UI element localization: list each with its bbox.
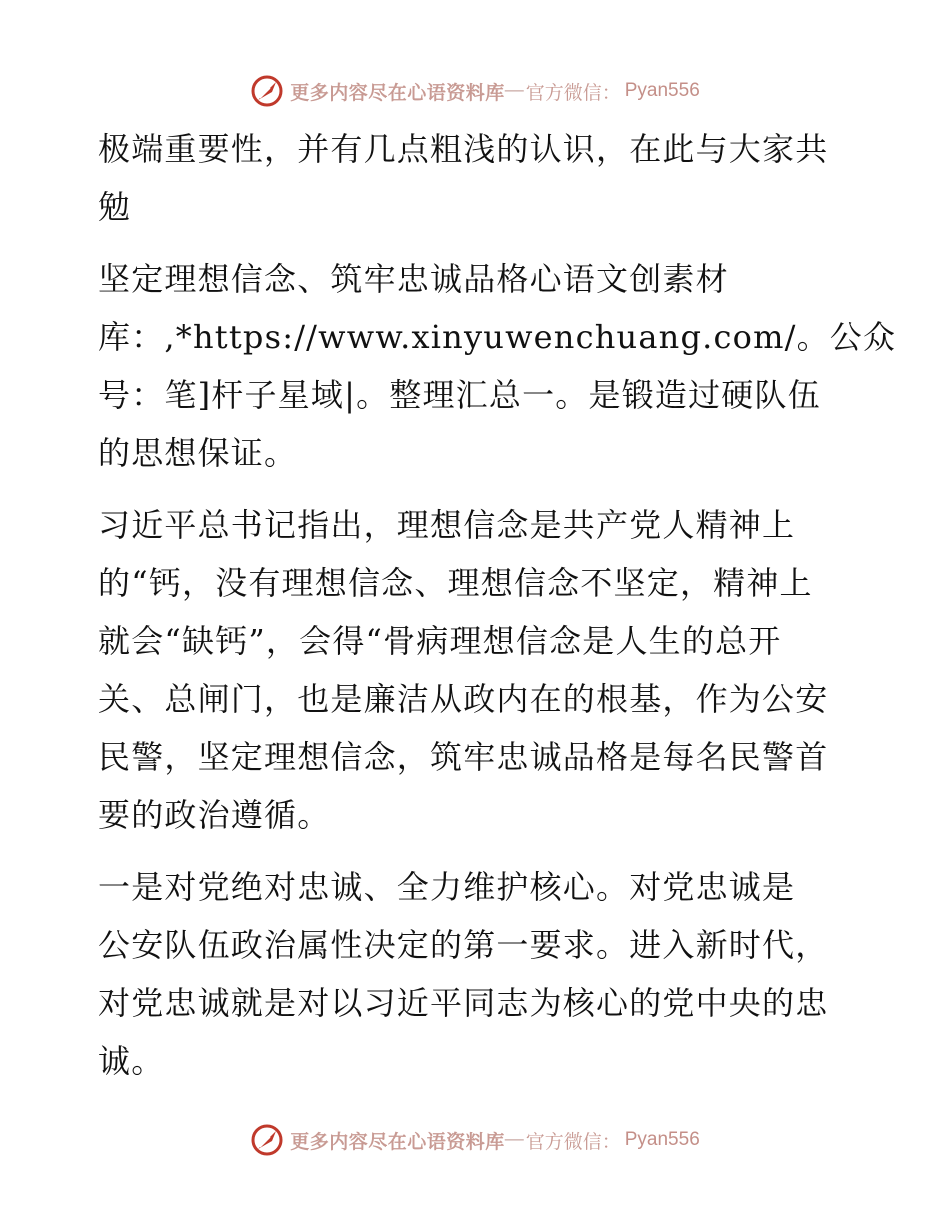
text-line: 的思想保证。 <box>98 434 298 472</box>
text-line: 勉 <box>98 188 132 226</box>
text-line: 对党忠诚就是对以习近平同志为核心的党中央的忠 <box>98 984 829 1022</box>
text-line: 关、总闸门，也是廉洁从政内在的根基，作为公安 <box>98 680 829 718</box>
text-line: 习近平总书记指出，理想信念是共产党人精神上 <box>98 506 796 544</box>
banner-wechat-id: Pyan556 <box>624 1129 700 1150</box>
paragraph-2 <box>98 250 897 482</box>
banner-wechat-label: 官方微信： <box>525 1130 621 1153</box>
banner-wechat-id: Pyan556 <box>624 80 700 101</box>
banner-main-text: 更多内容尽在心语资料库 <box>290 1130 505 1153</box>
banner-wechat-label: 官方微信： <box>525 81 621 104</box>
text-line: 极端重要性，并有几点粗浅的认识，在此与大家共 <box>98 130 829 168</box>
paragraph-3 <box>98 496 858 844</box>
banner-main-text: 更多内容尽在心语资料库 <box>290 81 505 104</box>
document-body <box>98 120 897 1090</box>
text-line: 一是对党绝对忠诚、全力维护核心。对党忠诚是 <box>98 868 796 906</box>
text-line: 坚定理想信念、筑牢忠诚品格心语文创素材 <box>98 260 729 298</box>
text-line: 民警，坚定理想信念，筑牢忠诚品格是每名民警首 <box>98 738 829 776</box>
text-line: 公安队伍政治属性决定的第一要求。进入新时代， <box>98 926 829 964</box>
paragraph-4 <box>98 858 858 1090</box>
text-line: 诚。 <box>98 1042 165 1080</box>
header-banner <box>0 71 950 111</box>
text-line: 的“钙，没有理想信念、理想信念不坚定，精神上 <box>98 564 813 602</box>
banner-separator: — <box>504 80 524 101</box>
text-line: 号：笔]杆子星域|。整理汇总一。是锻造过硬队伍 <box>98 376 821 414</box>
text-line: 要的政治遵循。 <box>98 796 331 834</box>
text-line: 就会“缺钙”，会得“骨病理想信念是人生的总开 <box>98 622 782 660</box>
quill-logo-icon <box>250 1123 284 1157</box>
banner-separator: — <box>504 1129 524 1150</box>
paragraph-1 <box>98 120 858 236</box>
text-line: 库：,*https://www.xinyuwenchuang.com/。公众 <box>98 318 897 356</box>
footer-banner <box>0 1120 950 1160</box>
quill-logo-icon <box>250 74 284 108</box>
